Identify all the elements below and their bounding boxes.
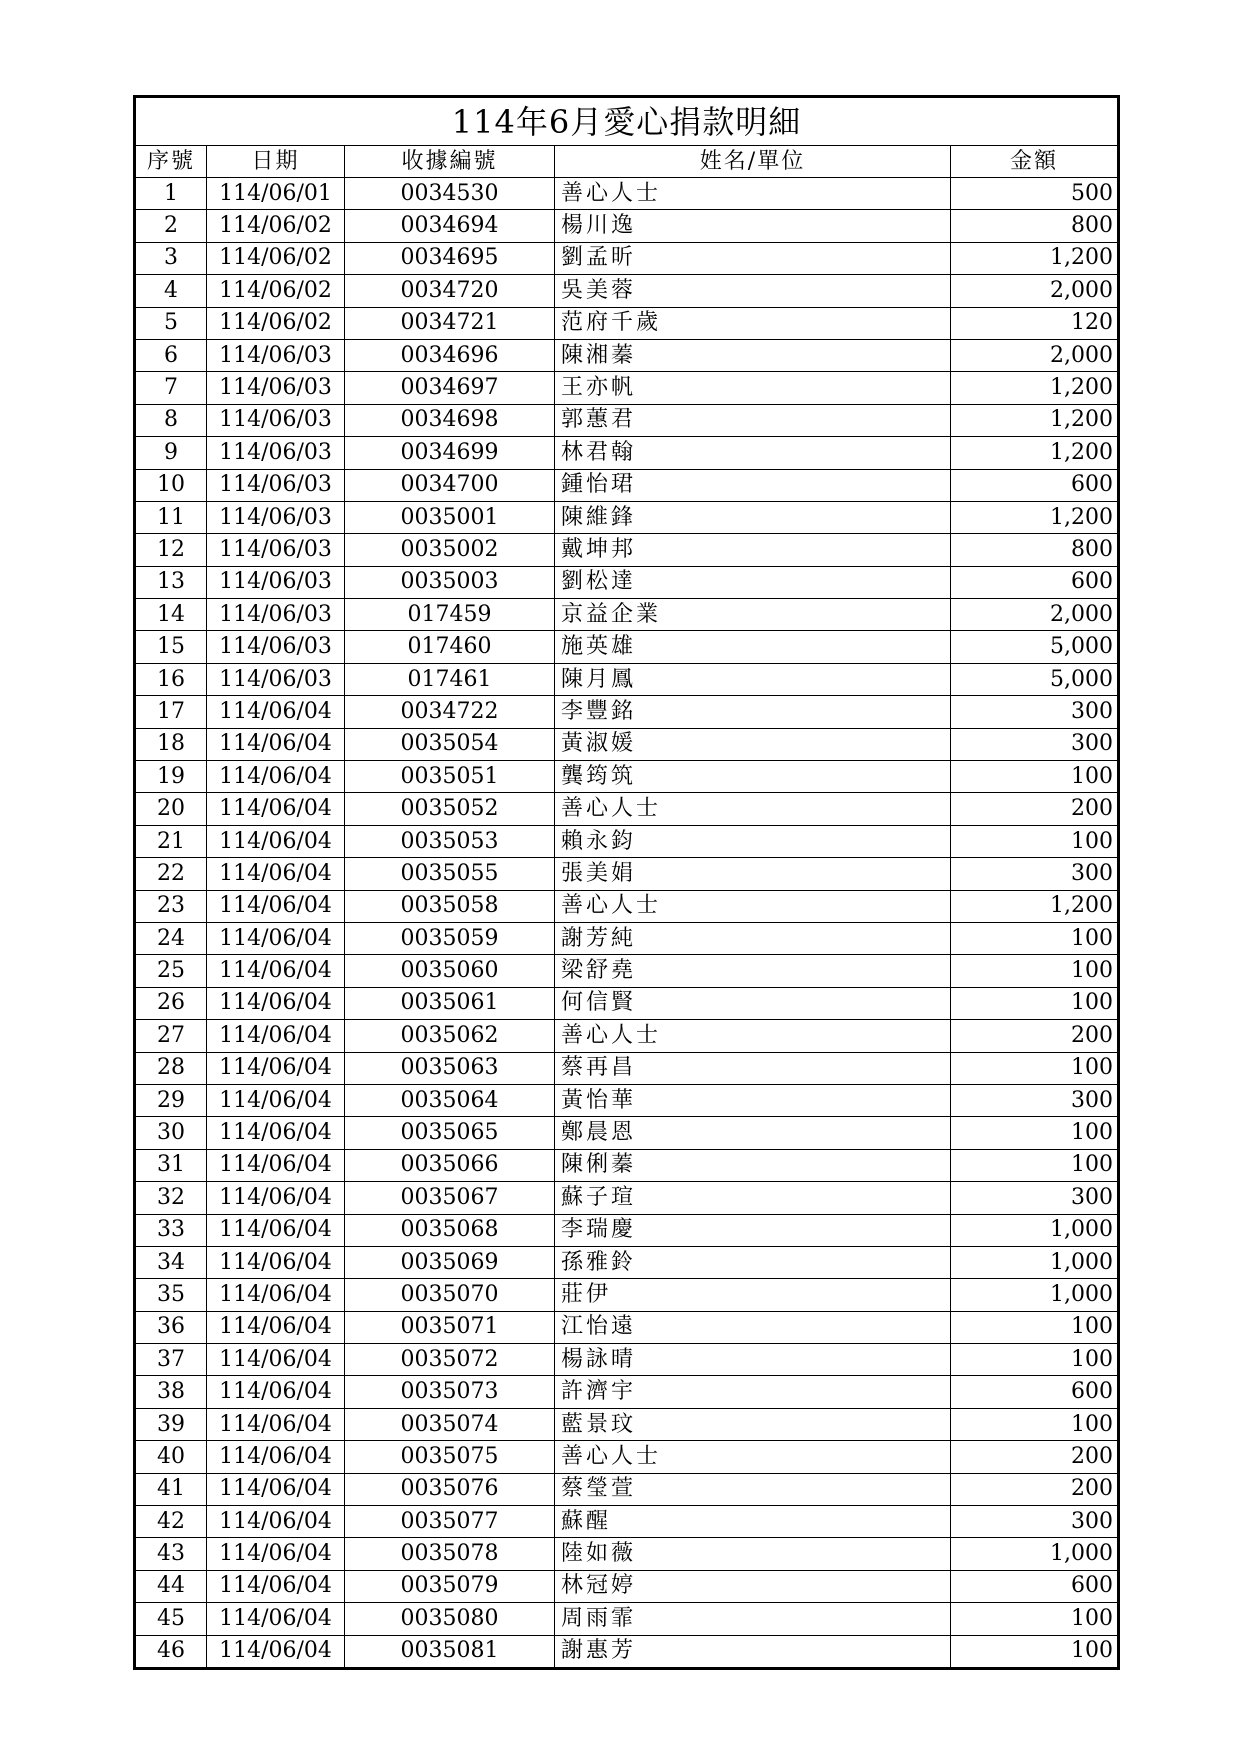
name-cell: 李豐銘 — [555, 696, 951, 728]
date-cell: 114/06/04 — [207, 922, 345, 954]
table-row — [135, 955, 1119, 987]
amount-cell: 1,000 — [951, 1214, 1119, 1246]
receipt-number-cell: 017459 — [345, 599, 555, 631]
amount-cell: 200 — [951, 793, 1119, 825]
date-cell: 114/06/04 — [207, 1182, 345, 1214]
serial-cell: 22 — [135, 858, 207, 890]
amount-cell: 100 — [951, 955, 1119, 987]
name-cell: 謝芳純 — [555, 922, 951, 954]
name-cell: 善心人士 — [555, 1020, 951, 1052]
date-cell: 114/06/04 — [207, 1441, 345, 1473]
amount-cell: 300 — [951, 1084, 1119, 1116]
serial-cell: 15 — [135, 631, 207, 663]
amount-cell: 1,200 — [951, 404, 1119, 436]
amount-cell: 100 — [951, 987, 1119, 1019]
name-cell: 善心人士 — [555, 793, 951, 825]
serial-cell: 46 — [135, 1635, 207, 1668]
table-row — [135, 437, 1119, 469]
name-cell: 蔡再昌 — [555, 1052, 951, 1084]
name-cell: 劉孟昕 — [555, 242, 951, 274]
name-cell: 劉松達 — [555, 566, 951, 598]
receipt-number-cell: 0035051 — [345, 761, 555, 793]
table-row — [135, 210, 1119, 242]
date-cell: 114/06/03 — [207, 437, 345, 469]
name-cell: 善心人士 — [555, 178, 951, 210]
serial-cell: 25 — [135, 955, 207, 987]
serial-cell: 26 — [135, 987, 207, 1019]
table-row — [135, 242, 1119, 274]
amount-cell: 1,000 — [951, 1538, 1119, 1570]
table-row — [135, 1506, 1119, 1538]
header-date: 日期 — [207, 146, 345, 178]
receipt-number-cell: 0035054 — [345, 728, 555, 760]
header-name: 姓名/單位 — [555, 146, 951, 178]
date-cell: 114/06/03 — [207, 534, 345, 566]
serial-cell: 34 — [135, 1246, 207, 1278]
serial-cell: 19 — [135, 761, 207, 793]
amount-cell: 100 — [951, 825, 1119, 857]
serial-cell: 20 — [135, 793, 207, 825]
receipt-number-cell: 0034721 — [345, 307, 555, 339]
table-row — [135, 469, 1119, 501]
serial-cell: 27 — [135, 1020, 207, 1052]
name-cell: 藍景玟 — [555, 1408, 951, 1440]
amount-cell: 100 — [951, 922, 1119, 954]
amount-cell: 500 — [951, 178, 1119, 210]
serial-cell: 11 — [135, 501, 207, 533]
date-cell: 114/06/04 — [207, 1117, 345, 1149]
serial-cell: 24 — [135, 922, 207, 954]
table-row — [135, 599, 1119, 631]
amount-cell: 600 — [951, 469, 1119, 501]
serial-cell: 43 — [135, 1538, 207, 1570]
receipt-number-cell: 0035068 — [345, 1214, 555, 1246]
header-serial: 序號 — [135, 146, 207, 178]
receipt-number-cell: 0035079 — [345, 1570, 555, 1602]
receipt-number-cell: 0035074 — [345, 1408, 555, 1440]
serial-cell: 8 — [135, 404, 207, 436]
table-body — [135, 178, 1119, 1669]
date-cell: 114/06/04 — [207, 761, 345, 793]
amount-cell: 200 — [951, 1441, 1119, 1473]
serial-cell: 16 — [135, 663, 207, 695]
donation-table — [133, 95, 1120, 1670]
table-row — [135, 1279, 1119, 1311]
date-cell: 114/06/04 — [207, 1376, 345, 1408]
name-cell: 周雨霏 — [555, 1603, 951, 1635]
receipt-number-cell: 0035070 — [345, 1279, 555, 1311]
table-row — [135, 339, 1119, 371]
date-cell: 114/06/02 — [207, 275, 345, 307]
receipt-number-cell: 0035069 — [345, 1246, 555, 1278]
date-cell: 114/06/04 — [207, 1084, 345, 1116]
date-cell: 114/06/03 — [207, 404, 345, 436]
name-cell: 京益企業 — [555, 599, 951, 631]
amount-cell: 1,200 — [951, 372, 1119, 404]
amount-cell: 1,200 — [951, 890, 1119, 922]
date-cell: 114/06/04 — [207, 858, 345, 890]
serial-cell: 32 — [135, 1182, 207, 1214]
table-row — [135, 1246, 1119, 1278]
receipt-number-cell: 0035072 — [345, 1344, 555, 1376]
name-cell: 許濟宇 — [555, 1376, 951, 1408]
table-row — [135, 1182, 1119, 1214]
name-cell: 楊詠晴 — [555, 1344, 951, 1376]
name-cell: 陳俐蓁 — [555, 1149, 951, 1181]
name-cell: 鍾怡珺 — [555, 469, 951, 501]
receipt-number-cell: 0034530 — [345, 178, 555, 210]
receipt-number-cell: 0035001 — [345, 501, 555, 533]
receipt-number-cell: 0035003 — [345, 566, 555, 598]
amount-cell: 100 — [951, 1635, 1119, 1668]
date-cell: 114/06/04 — [207, 793, 345, 825]
receipt-number-cell: 0035081 — [345, 1635, 555, 1668]
serial-cell: 12 — [135, 534, 207, 566]
table-row — [135, 922, 1119, 954]
table-row — [135, 1052, 1119, 1084]
amount-cell: 1,000 — [951, 1279, 1119, 1311]
receipt-number-cell: 0034694 — [345, 210, 555, 242]
serial-cell: 39 — [135, 1408, 207, 1440]
table-row — [135, 1408, 1119, 1440]
date-cell: 114/06/01 — [207, 178, 345, 210]
serial-cell: 3 — [135, 242, 207, 274]
receipt-number-cell: 0035053 — [345, 825, 555, 857]
date-cell: 114/06/04 — [207, 955, 345, 987]
name-cell: 善心人士 — [555, 890, 951, 922]
table-row — [135, 1311, 1119, 1343]
date-cell: 114/06/03 — [207, 501, 345, 533]
receipt-number-cell: 0034698 — [345, 404, 555, 436]
name-cell: 梁舒堯 — [555, 955, 951, 987]
amount-cell: 100 — [951, 1052, 1119, 1084]
receipt-number-cell: 0035073 — [345, 1376, 555, 1408]
amount-cell: 5,000 — [951, 631, 1119, 663]
date-cell: 114/06/03 — [207, 469, 345, 501]
page-title: 114年6月愛心捐款明細 — [135, 97, 1119, 146]
table-row — [135, 1441, 1119, 1473]
receipt-number-cell: 0035055 — [345, 858, 555, 890]
serial-cell: 18 — [135, 728, 207, 760]
date-cell: 114/06/04 — [207, 825, 345, 857]
table-row — [135, 178, 1119, 210]
receipt-number-cell: 0035058 — [345, 890, 555, 922]
receipt-number-cell: 0035063 — [345, 1052, 555, 1084]
date-cell: 114/06/04 — [207, 1603, 345, 1635]
table-row — [135, 631, 1119, 663]
table-row — [135, 534, 1119, 566]
name-cell: 蘇子瑄 — [555, 1182, 951, 1214]
name-cell: 陸如薇 — [555, 1538, 951, 1570]
name-cell: 張美娟 — [555, 858, 951, 890]
date-cell: 114/06/03 — [207, 599, 345, 631]
serial-cell: 9 — [135, 437, 207, 469]
name-cell: 龔筠筑 — [555, 761, 951, 793]
name-cell: 郭蕙君 — [555, 404, 951, 436]
serial-cell: 17 — [135, 696, 207, 728]
table-row — [135, 1473, 1119, 1505]
name-cell: 孫雅鈴 — [555, 1246, 951, 1278]
name-cell: 王亦帆 — [555, 372, 951, 404]
serial-cell: 31 — [135, 1149, 207, 1181]
amount-cell: 800 — [951, 534, 1119, 566]
name-cell: 陳湘蓁 — [555, 339, 951, 371]
table-row — [135, 275, 1119, 307]
serial-cell: 6 — [135, 339, 207, 371]
donation-sheet — [133, 95, 1117, 1670]
receipt-number-cell: 0035071 — [345, 1311, 555, 1343]
table-row — [135, 307, 1119, 339]
serial-cell: 4 — [135, 275, 207, 307]
receipt-number-cell: 0035060 — [345, 955, 555, 987]
serial-cell: 10 — [135, 469, 207, 501]
amount-cell: 600 — [951, 1376, 1119, 1408]
amount-cell: 5,000 — [951, 663, 1119, 695]
name-cell: 何信賢 — [555, 987, 951, 1019]
amount-cell: 1,200 — [951, 501, 1119, 533]
name-cell: 謝惠芳 — [555, 1635, 951, 1668]
table-row — [135, 858, 1119, 890]
serial-cell: 13 — [135, 566, 207, 598]
name-cell: 施英雄 — [555, 631, 951, 663]
name-cell: 黃怡華 — [555, 1084, 951, 1116]
table-row — [135, 987, 1119, 1019]
date-cell: 114/06/03 — [207, 372, 345, 404]
table-row — [135, 793, 1119, 825]
serial-cell: 21 — [135, 825, 207, 857]
date-cell: 114/06/04 — [207, 1473, 345, 1505]
receipt-number-cell: 0035064 — [345, 1084, 555, 1116]
receipt-number-cell: 0034695 — [345, 242, 555, 274]
amount-cell: 300 — [951, 696, 1119, 728]
table-row — [135, 890, 1119, 922]
serial-cell: 45 — [135, 1603, 207, 1635]
serial-cell: 42 — [135, 1506, 207, 1538]
table-row — [135, 1570, 1119, 1602]
header-amount: 金額 — [951, 146, 1119, 178]
name-cell: 莊伊 — [555, 1279, 951, 1311]
table-row — [135, 1149, 1119, 1181]
serial-cell: 1 — [135, 178, 207, 210]
amount-cell: 100 — [951, 761, 1119, 793]
receipt-number-cell: 0035061 — [345, 987, 555, 1019]
receipt-number-cell: 0034700 — [345, 469, 555, 501]
serial-cell: 36 — [135, 1311, 207, 1343]
name-cell: 陳維鋒 — [555, 501, 951, 533]
table-row — [135, 825, 1119, 857]
amount-cell: 120 — [951, 307, 1119, 339]
amount-cell: 300 — [951, 1506, 1119, 1538]
serial-cell: 23 — [135, 890, 207, 922]
receipt-number-cell: 0035080 — [345, 1603, 555, 1635]
name-cell: 江怡遠 — [555, 1311, 951, 1343]
date-cell: 114/06/04 — [207, 728, 345, 760]
serial-cell: 29 — [135, 1084, 207, 1116]
amount-cell: 300 — [951, 728, 1119, 760]
receipt-number-cell: 0035065 — [345, 1117, 555, 1149]
serial-cell: 40 — [135, 1441, 207, 1473]
name-cell: 善心人士 — [555, 1441, 951, 1473]
receipt-number-cell: 0035077 — [345, 1506, 555, 1538]
date-cell: 114/06/04 — [207, 987, 345, 1019]
date-cell: 114/06/04 — [207, 890, 345, 922]
amount-cell: 100 — [951, 1149, 1119, 1181]
receipt-number-cell: 0035075 — [345, 1441, 555, 1473]
amount-cell: 300 — [951, 858, 1119, 890]
table-row — [135, 1020, 1119, 1052]
table-row — [135, 404, 1119, 436]
amount-cell: 100 — [951, 1603, 1119, 1635]
amount-cell: 1,200 — [951, 437, 1119, 469]
date-cell: 114/06/04 — [207, 1570, 345, 1602]
name-cell: 陳月鳳 — [555, 663, 951, 695]
date-cell: 114/06/04 — [207, 1246, 345, 1278]
amount-cell: 300 — [951, 1182, 1119, 1214]
receipt-number-cell: 0035002 — [345, 534, 555, 566]
receipt-number-cell: 0034722 — [345, 696, 555, 728]
table-row — [135, 696, 1119, 728]
name-cell: 林君翰 — [555, 437, 951, 469]
name-cell: 林冠婷 — [555, 1570, 951, 1602]
date-cell: 114/06/04 — [207, 1538, 345, 1570]
name-cell: 戴坤邦 — [555, 534, 951, 566]
table-row — [135, 566, 1119, 598]
table-row — [135, 501, 1119, 533]
amount-cell: 600 — [951, 566, 1119, 598]
name-cell: 李瑞慶 — [555, 1214, 951, 1246]
table-row — [135, 761, 1119, 793]
amount-cell: 2,000 — [951, 599, 1119, 631]
date-cell: 114/06/04 — [207, 1408, 345, 1440]
receipt-number-cell: 0034720 — [345, 275, 555, 307]
date-cell: 114/06/02 — [207, 210, 345, 242]
name-cell: 蔡瑩萱 — [555, 1473, 951, 1505]
date-cell: 114/06/04 — [207, 1052, 345, 1084]
date-cell: 114/06/03 — [207, 566, 345, 598]
name-cell: 鄭晨恩 — [555, 1117, 951, 1149]
table-row — [135, 1344, 1119, 1376]
serial-cell: 28 — [135, 1052, 207, 1084]
date-cell: 114/06/04 — [207, 1635, 345, 1668]
receipt-number-cell: 0035059 — [345, 922, 555, 954]
serial-cell: 35 — [135, 1279, 207, 1311]
date-cell: 114/06/04 — [207, 696, 345, 728]
table-row — [135, 372, 1119, 404]
table-row — [135, 1603, 1119, 1635]
receipt-number-cell: 0035062 — [345, 1020, 555, 1052]
date-cell: 114/06/04 — [207, 1149, 345, 1181]
date-cell: 114/06/04 — [207, 1279, 345, 1311]
serial-cell: 5 — [135, 307, 207, 339]
table-row — [135, 1635, 1119, 1668]
date-cell: 114/06/03 — [207, 631, 345, 663]
amount-cell: 100 — [951, 1117, 1119, 1149]
date-cell: 114/06/03 — [207, 663, 345, 695]
receipt-number-cell: 0034699 — [345, 437, 555, 469]
receipt-number-cell: 0034696 — [345, 339, 555, 371]
date-cell: 114/06/04 — [207, 1506, 345, 1538]
serial-cell: 7 — [135, 372, 207, 404]
amount-cell: 100 — [951, 1408, 1119, 1440]
name-cell: 蘇醒 — [555, 1506, 951, 1538]
amount-cell: 200 — [951, 1473, 1119, 1505]
receipt-number-cell: 0035066 — [345, 1149, 555, 1181]
header-receipt-number: 收據編號 — [345, 146, 555, 178]
amount-cell: 600 — [951, 1570, 1119, 1602]
name-cell: 賴永鈞 — [555, 825, 951, 857]
header-row — [135, 146, 1119, 178]
date-cell: 114/06/04 — [207, 1344, 345, 1376]
serial-cell: 41 — [135, 1473, 207, 1505]
receipt-number-cell: 0035052 — [345, 793, 555, 825]
receipt-number-cell: 0034697 — [345, 372, 555, 404]
name-cell: 范府千歲 — [555, 307, 951, 339]
receipt-number-cell: 0035067 — [345, 1182, 555, 1214]
receipt-number-cell: 0035076 — [345, 1473, 555, 1505]
serial-cell: 38 — [135, 1376, 207, 1408]
name-cell: 吳美蓉 — [555, 275, 951, 307]
serial-cell: 30 — [135, 1117, 207, 1149]
name-cell: 黃淑媛 — [555, 728, 951, 760]
amount-cell: 200 — [951, 1020, 1119, 1052]
date-cell: 114/06/04 — [207, 1020, 345, 1052]
serial-cell: 2 — [135, 210, 207, 242]
serial-cell: 44 — [135, 1570, 207, 1602]
amount-cell: 2,000 — [951, 275, 1119, 307]
serial-cell: 14 — [135, 599, 207, 631]
amount-cell: 2,000 — [951, 339, 1119, 371]
receipt-number-cell: 017460 — [345, 631, 555, 663]
table-row — [135, 1538, 1119, 1570]
table-row — [135, 728, 1119, 760]
table-row — [135, 1376, 1119, 1408]
date-cell: 114/06/02 — [207, 307, 345, 339]
amount-cell: 1,200 — [951, 242, 1119, 274]
amount-cell: 100 — [951, 1311, 1119, 1343]
table-row — [135, 1214, 1119, 1246]
amount-cell: 1,000 — [951, 1246, 1119, 1278]
table-row — [135, 1117, 1119, 1149]
table-row — [135, 663, 1119, 695]
date-cell: 114/06/04 — [207, 1214, 345, 1246]
serial-cell: 33 — [135, 1214, 207, 1246]
date-cell: 114/06/02 — [207, 242, 345, 274]
date-cell: 114/06/04 — [207, 1311, 345, 1343]
amount-cell: 100 — [951, 1344, 1119, 1376]
table-row — [135, 1084, 1119, 1116]
name-cell: 楊川逸 — [555, 210, 951, 242]
serial-cell: 37 — [135, 1344, 207, 1376]
date-cell: 114/06/03 — [207, 339, 345, 371]
receipt-number-cell: 0035078 — [345, 1538, 555, 1570]
receipt-number-cell: 017461 — [345, 663, 555, 695]
amount-cell: 800 — [951, 210, 1119, 242]
